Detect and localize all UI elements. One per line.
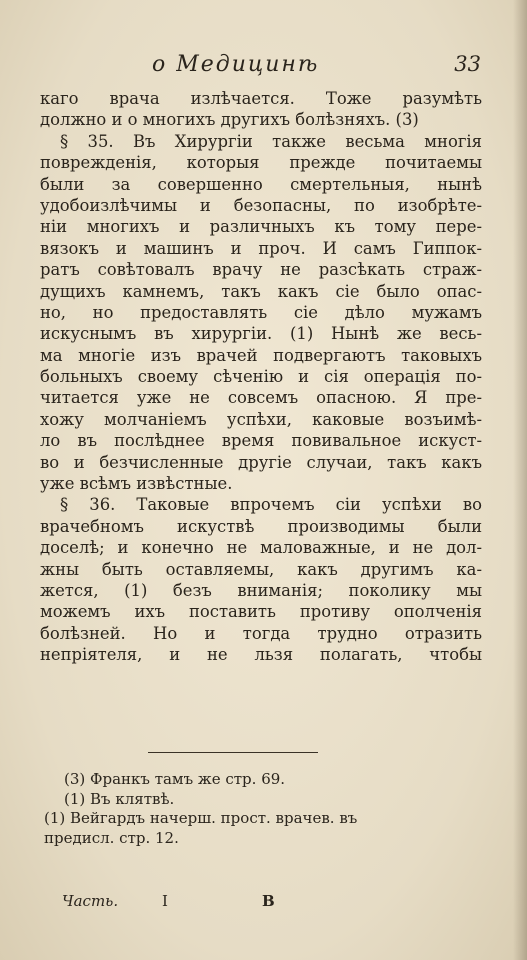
page-header — [40, 52, 487, 82]
signature-number: I — [162, 892, 168, 910]
text-line: поврежденія, которыя прежде почитаемы — [40, 153, 482, 173]
text-line: но, но предоставлять сіе дѣло мужамъ — [40, 302, 482, 322]
text-line: доселѣ; и конечно не маловажные, и не дол- — [40, 538, 482, 558]
footnote: (3) Франкъ тамъ же стр. 69. — [64, 770, 286, 788]
footnote-continuation: предисл. стр. 12. — [44, 828, 179, 847]
text-line: дущихъ камнемъ, такъ какъ сіе было опас- — [40, 281, 482, 301]
text-line: уже всѣмъ извѣстные. — [40, 474, 233, 494]
text-line: жется, (1) безъ вниманія; поколику мы — [40, 580, 482, 600]
text-line: ратъ совѣтовалъ врачу не разсѣкать страж- — [40, 260, 482, 280]
text-line: можемъ ихъ поставить противу ополченія — [40, 602, 482, 622]
text-line: были за совершенно смертельныя, нынѣ — [40, 174, 482, 194]
text-line: искуснымъ въ хирургіи. (1) Нынѣ же весь- — [40, 324, 482, 344]
text-line: ма многіе изъ врачей подвергаютъ таковыхъ — [40, 345, 482, 365]
footnote: (1) Въ клятвѣ. — [64, 789, 175, 808]
printer-signature — [62, 892, 382, 914]
text-line: ло въ послѣднее время повивальное искуст- — [40, 431, 482, 451]
text-line: удобоизлѣчимы и безопасны, по изобрѣте- — [40, 195, 482, 215]
text-line: больныхъ своему сѣченію и сія операція по- — [40, 367, 482, 387]
footnote: (1) Вейгардъ начерш. прост. врачев. въ — [44, 809, 358, 827]
text-line: болѣзней. Но и тогда трудно отразить — [40, 623, 482, 643]
page-edge-shadow — [513, 0, 527, 960]
text-line: должно и о многихъ другихъ болѣзняхъ. (3) — [40, 110, 419, 130]
text-line: хожу молчаніемъ успѣхи, каковые возъимѣ- — [40, 409, 482, 429]
text-line: ніи многихъ и различныхъ къ тому пере- — [40, 217, 482, 237]
text-line: читается уже не совсемъ опасною. Я пре- — [40, 388, 482, 408]
text-line: каго врача излѣчается. Тоже разумѣть — [40, 89, 482, 108]
section-36-heading-line: § 36. Таковые впрочемъ сіи успѣхи во — [60, 495, 482, 515]
text-line: вязокъ и машинъ и проч. И самъ Гиппок- — [40, 238, 482, 258]
text-line: непріятеля, и не льзя полагать, чтобы — [40, 645, 482, 665]
footnote-divider — [148, 752, 318, 753]
running-title: о Медицинѣ — [152, 52, 320, 77]
page-number: 33 — [454, 52, 481, 76]
footnotes — [44, 770, 484, 848]
signature-label: Часть. — [62, 892, 119, 910]
text-line: жны быть оставляемы, какъ другимъ ка- — [40, 559, 482, 579]
body-text — [40, 88, 482, 666]
section-35-heading-line: § 35. Въ Хирургіи также весьма многія — [60, 131, 482, 151]
text-line: во и безчисленные другіе случаи, такъ какъ — [40, 452, 482, 472]
signature-mark: В — [262, 892, 275, 910]
text-line: врачебномъ искуствѣ производимы были — [40, 516, 482, 536]
